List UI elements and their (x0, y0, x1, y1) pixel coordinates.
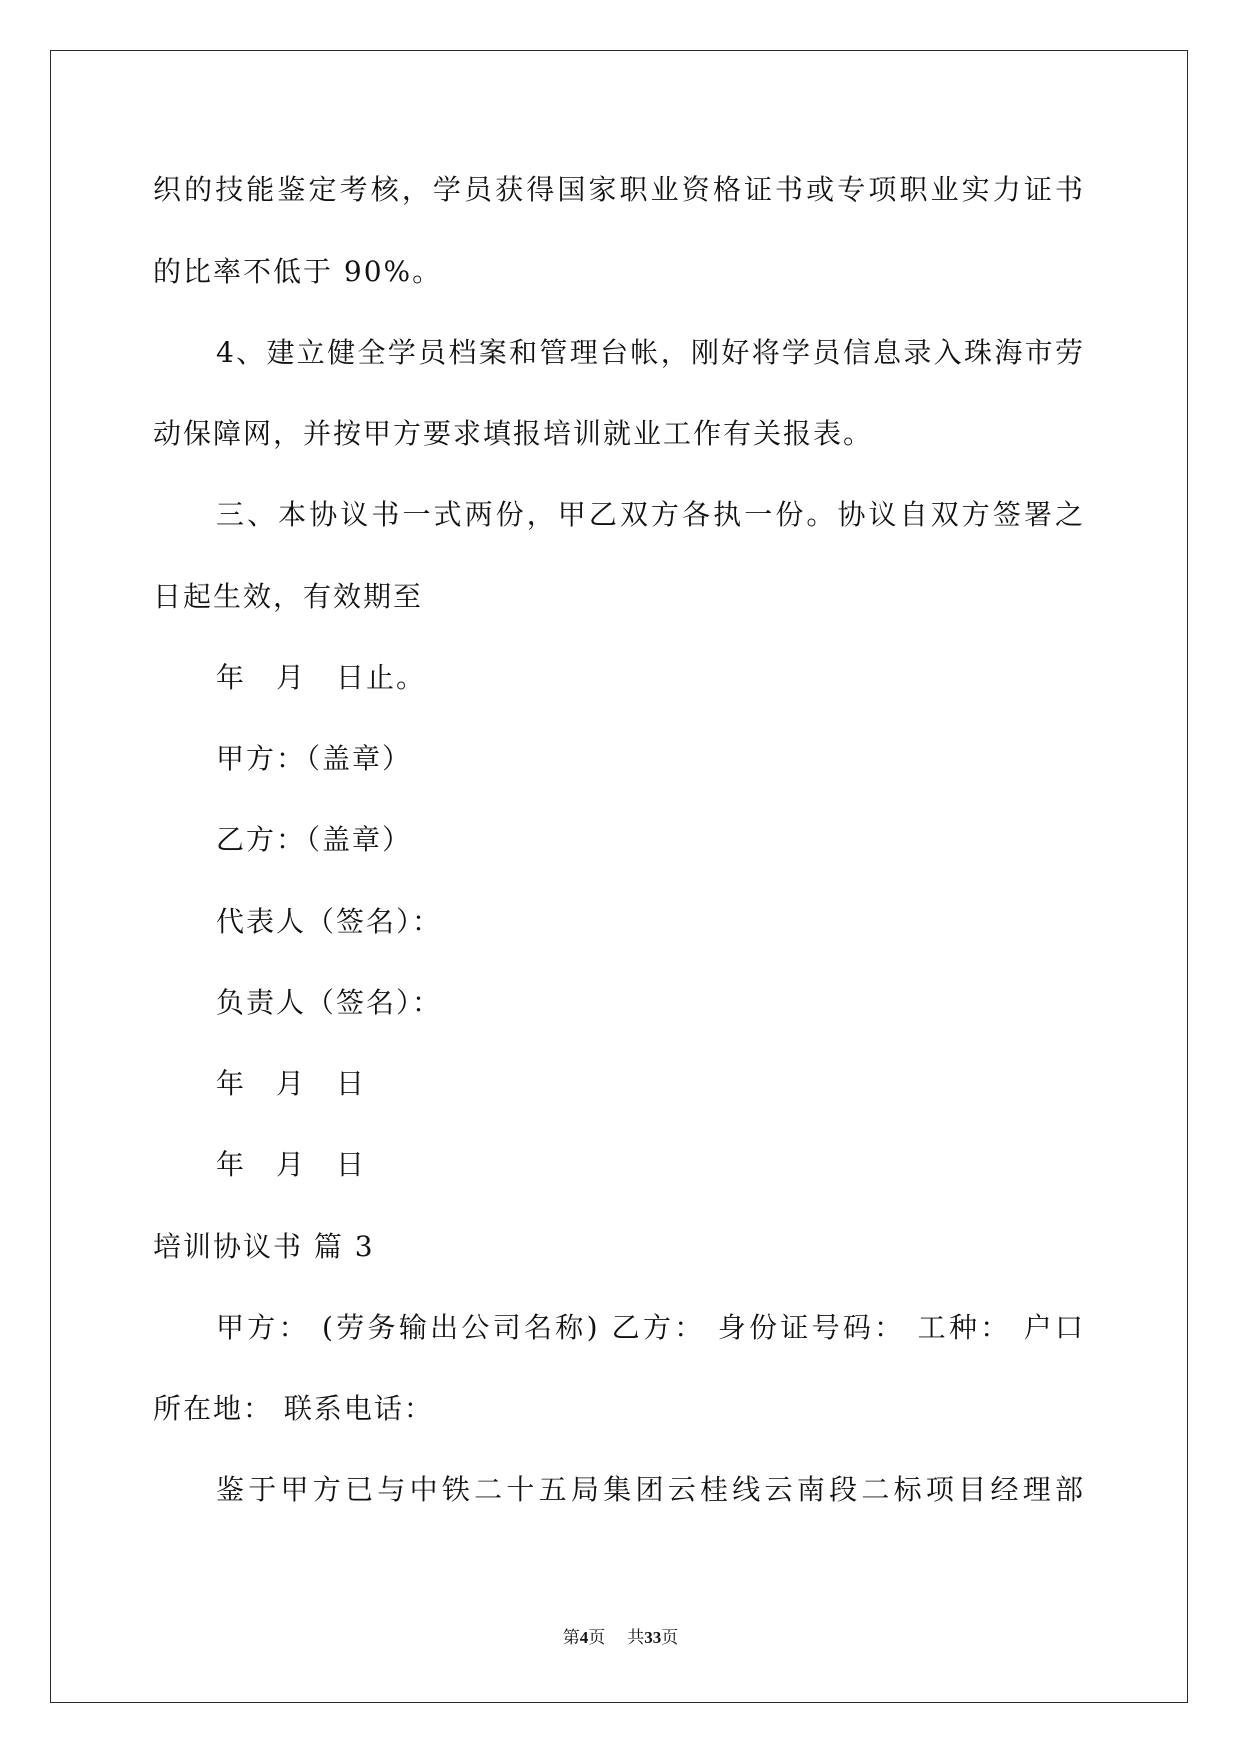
document-body (153, 149, 1085, 1530)
total-unit: 页 (661, 1628, 679, 1647)
section-heading: 培训协议书 篇 3 (153, 1229, 375, 1263)
page-unit: 页 (588, 1628, 606, 1647)
page-prefix: 第 (562, 1628, 580, 1647)
section-3-end: 日起生效，有效期至 (153, 579, 424, 613)
total-pages: 33 (644, 1628, 662, 1647)
party-b-seal-line: 乙方：（盖章） (216, 823, 413, 857)
page-number: 4 (579, 1628, 589, 1647)
preamble-line: 鉴于甲方已与中铁二十五局集团云桂线云南段二标项目经理部 (216, 1473, 1085, 1507)
paragraph-continuation-end: 的比率不低于 90%。 (153, 254, 443, 288)
signature-date-line: 年 月 日 (216, 1148, 367, 1182)
page-footer (0, 1624, 1241, 1652)
representative-signature-line: 代表人（签名）： (216, 904, 443, 938)
parties-info-line: 甲方： (劳务输出公司名称) 乙方： 身份证号码： 工种： 户口 (216, 1310, 1085, 1344)
validity-date-line: 年 月 日止。 (216, 660, 427, 694)
total-prefix: 共 (627, 1628, 645, 1647)
signature-date-line: 年 月 日 (216, 1067, 367, 1101)
clause-4-end: 动保障网，并按甲方要求填报培训就业工作有关报表。 (153, 417, 874, 451)
section-3-line: 三、本协议书一式两份，甲乙双方各执一份。协议自双方签署之 (216, 498, 1085, 532)
clause-4-line: 4、建立健全学员档案和管理台帐，刚好将学员信息录入珠海市劳 (216, 335, 1085, 369)
responsible-person-signature-line: 负责人（签名）： (216, 985, 443, 1019)
paragraph-continuation-line: 织的技能鉴定考核，学员获得国家职业资格证书或专项职业实力证书 (153, 173, 1085, 207)
parties-info-end: 所在地： 联系电话： (153, 1392, 434, 1426)
party-a-seal-line: 甲方：（盖章） (216, 742, 413, 776)
